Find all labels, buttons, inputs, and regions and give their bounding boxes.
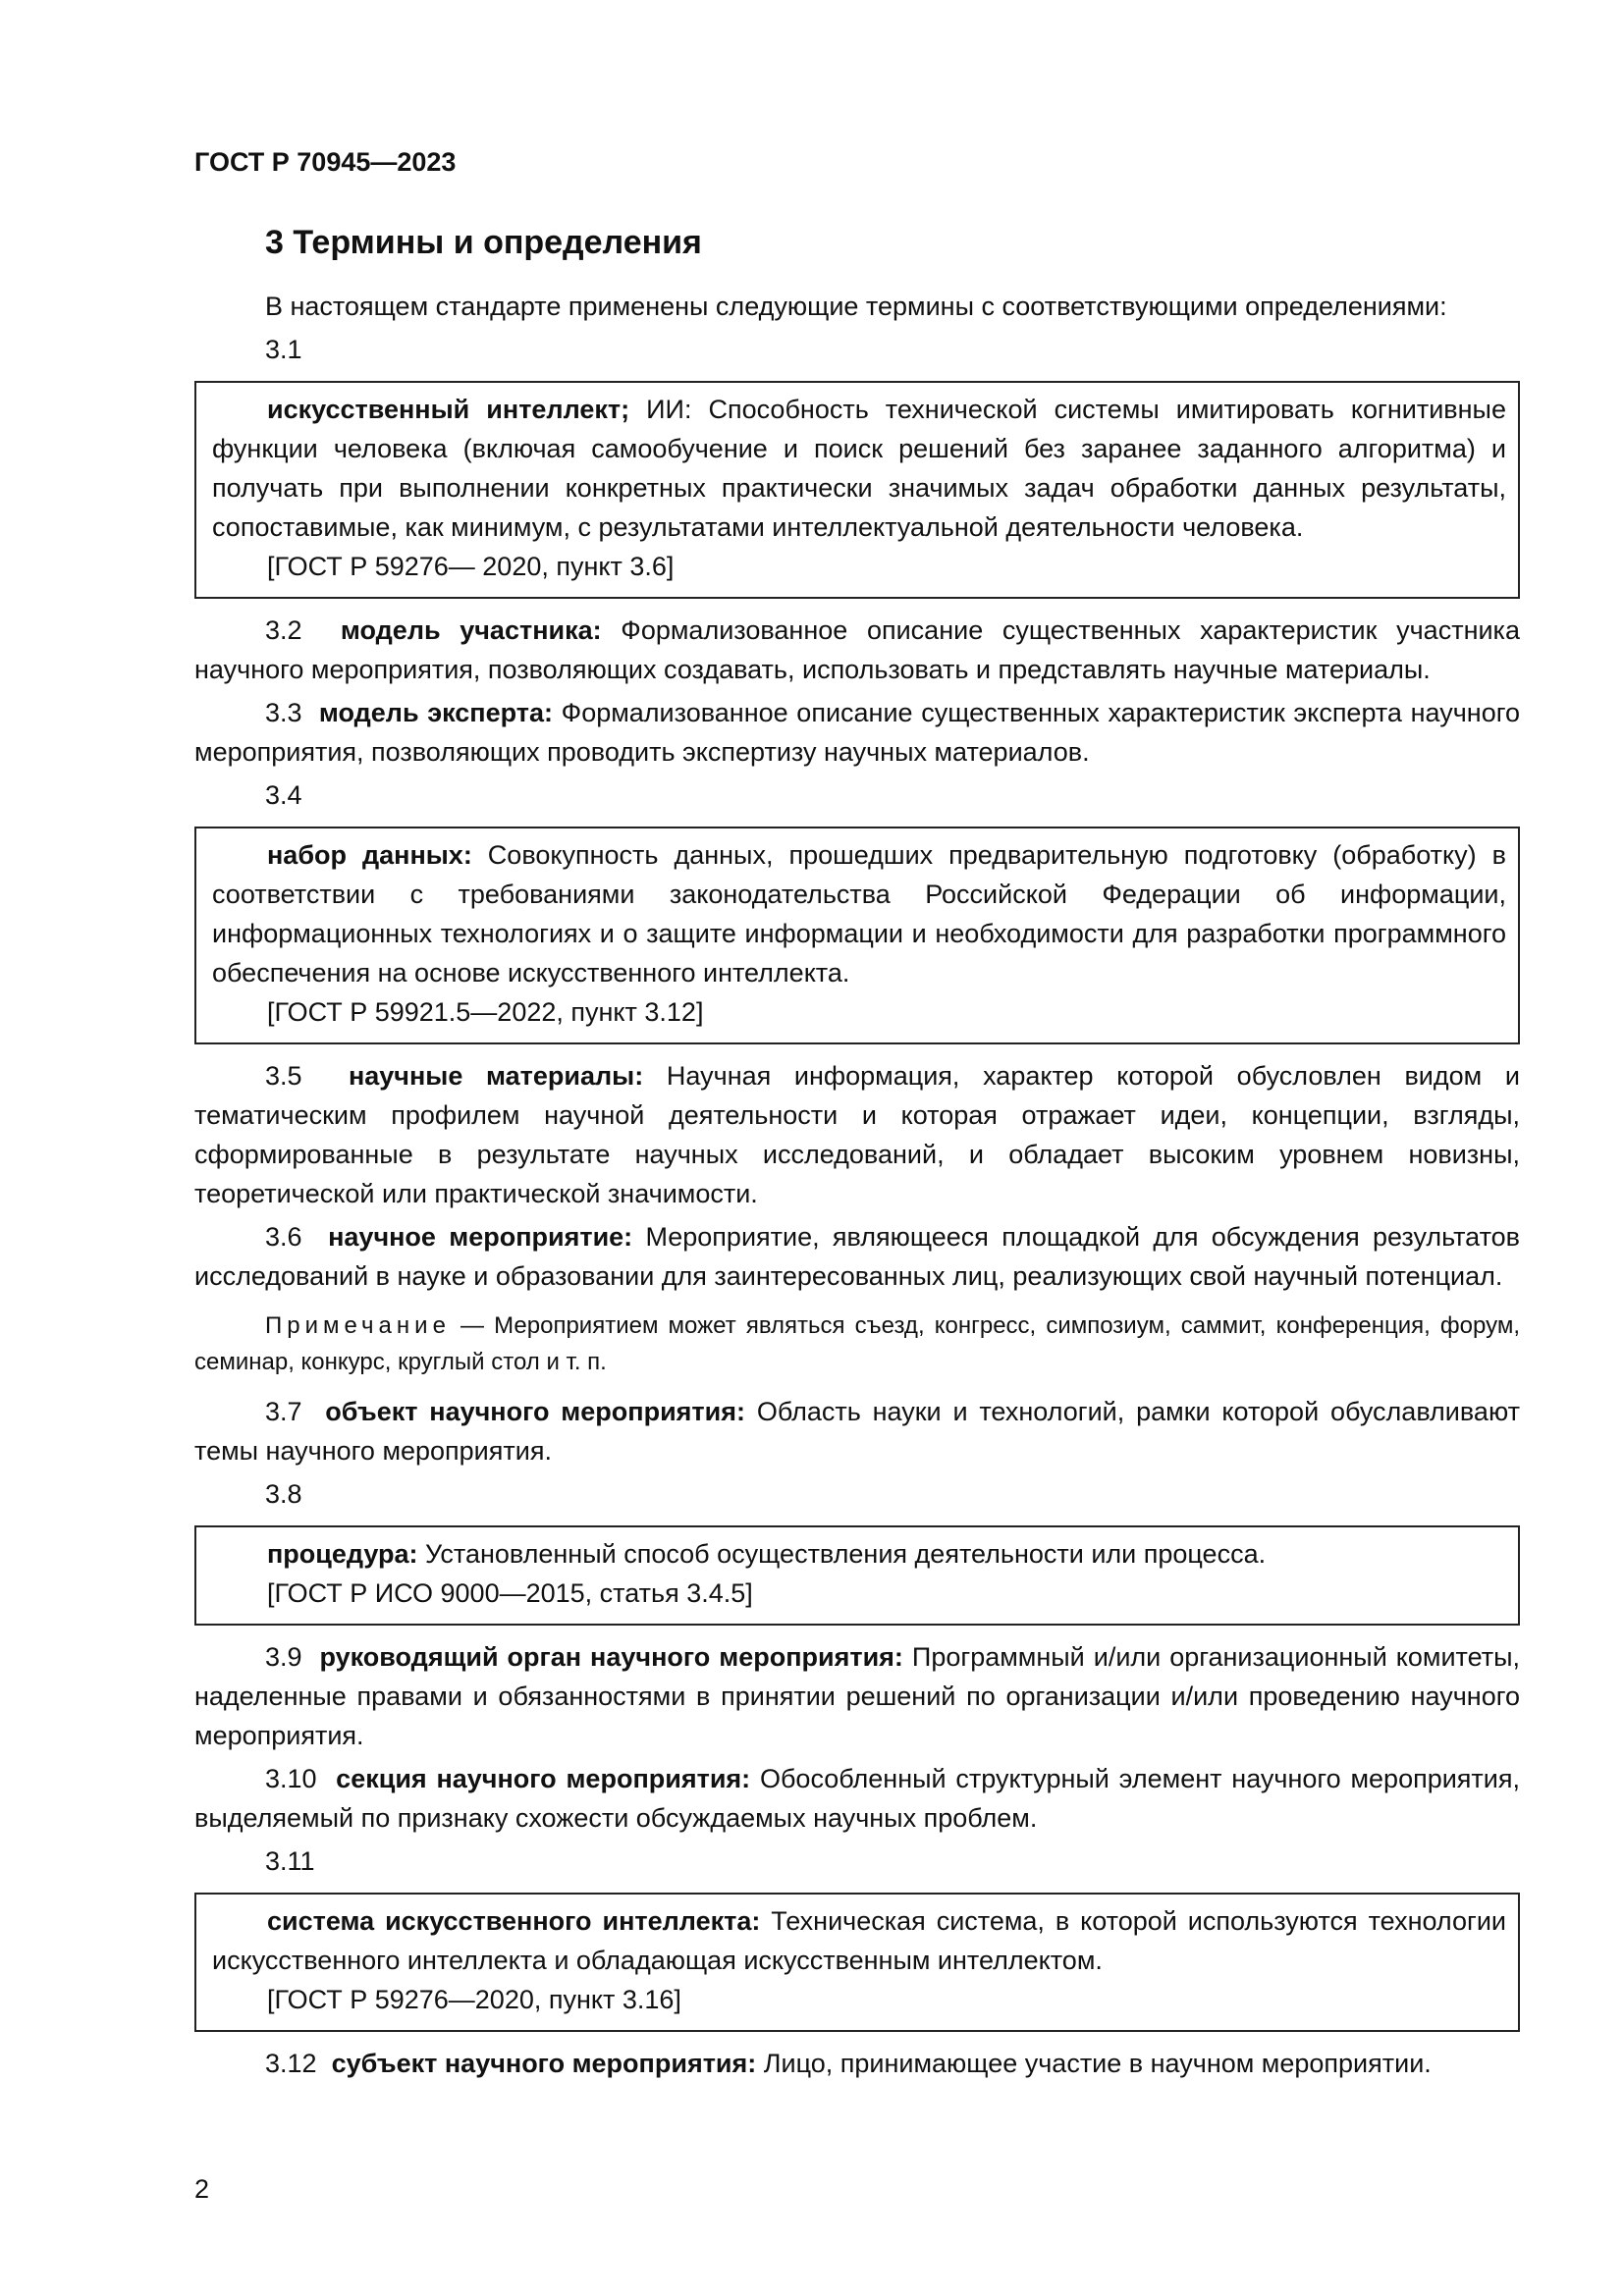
term-number: 3.8 [265, 1479, 302, 1509]
term-box [194, 1893, 1520, 2032]
term-name: модель участника: [340, 615, 602, 645]
term-definition: 3.12 субъект научного мероприятия: Лицо, принимающее участие в научном мероприятии. [265, 2049, 1432, 2078]
term-definition: 3.9 руководящий орган научного мероприятия: Программный и/или организационный комитеты, наделенные правами и обязанностями в принятии решений по организации и/или проведению научного мероприятия. [194, 1642, 1520, 1750]
term-definition: 3.2 модель участника: Формализованное описание существенных характеристик участника научного мероприятия, позволяющих создавать, использовать и представлять научные материалы. [194, 615, 1520, 684]
document-code: ГОСТ Р 70945—2023 [194, 147, 457, 177]
term-source: [ГОСТ Р 59276—2020, пункт 3.16] [267, 1985, 681, 2014]
term-number: 3.11 [265, 1846, 315, 1876]
term-definition: 3.7 объект научного мероприятия: Область науки и технологий, рамки которой обуславливают темы научного мероприятия. [194, 1397, 1520, 1466]
note-label: Примечание [265, 1312, 451, 1339]
term-definition: набор данных: Совокупность данных, прошедших предварительную подготовку (обработку) в соответствии с требованиями законодательства Российской Федерации об информации, информационных технологиях и о защите информации и необходимости для разработки программного обеспечения на основе искусственного интеллекта. [212, 840, 1506, 988]
term-box [194, 381, 1520, 599]
term-source: [ГОСТ Р ИСО 9000—2015, статья 3.4.5] [267, 1578, 753, 1608]
section-title: 3 Термины и определения [265, 224, 702, 261]
term-name: руководящий орган научного мероприятия: [319, 1642, 903, 1672]
term-definition: 3.10 секция научного мероприятия: Обособленный структурный элемент научного мероприятия, выделяемый по признаку схожести обсуждаемых научных проблем. [194, 1764, 1520, 1833]
terms-content [194, 287, 1520, 2083]
term-box [194, 1525, 1520, 1626]
term-definition: 3.3 модель эксперта: Формализованное описание существенных характеристик эксперта научного мероприятия, позволяющих проводить экспертизу научных материалов. [194, 698, 1521, 767]
term-definition: 3.6 научное мероприятие: Мероприятие, являющееся площадкой для обсуждения результатов исследований в науке и образовании для заинтересованных лиц, реализующих свой научный потенциал. [194, 1222, 1521, 1291]
term-definition: 3.5 научные материалы: Научная информация, характер которой обусловлен видом и тематическим профилем научной деятельности и которая отражает идеи, концепции, взгляды, сформированные в результате научных исследований, и обладает высоким уровнем новизны, теоретической или практической значимости. [194, 1061, 1520, 1208]
note-paragraph: Примечание — Мероприятием может являться съезд, конгресс, симпозиум, саммит, конференция, форум, семинар, конкурс, круглый стол и т. п. [194, 1312, 1520, 1375]
term-source: [ГОСТ Р 59921.5—2022, пункт 3.12] [267, 997, 704, 1027]
page-number: 2 [194, 2174, 210, 2204]
term-name: система искусственного интеллекта: [267, 1906, 761, 1936]
term-name: модель эксперта: [318, 698, 553, 727]
term-definition: искусственный интеллект; ИИ: Способность технической системы имитировать когнитивные функции человека (включая самообучение и поиск решений без заранее заданного алгоритма) и получать при выполнении конкретных практически значимых задач обработки данных результаты, сопоставимые, как минимум, с результатами интеллектуальной деятельности человека. [212, 395, 1506, 542]
term-name: объект научного мероприятия: [325, 1397, 745, 1426]
term-name: набор данных: [267, 840, 472, 870]
term-name: искусственный интеллект; [267, 395, 630, 424]
term-name: секция научного мероприятия: [336, 1764, 751, 1793]
term-name: процедура: [267, 1539, 418, 1569]
intro-paragraph: В настоящем стандарте применены следующие термины с соответствующими определениями: [265, 292, 1447, 321]
term-name: научные материалы: [348, 1061, 644, 1091]
term-number: 3.4 [265, 780, 302, 810]
term-name: научное мероприятие: [328, 1222, 633, 1252]
term-box [194, 827, 1520, 1044]
term-definition: процедура: Установленный способ осуществления деятельности или процесса. [267, 1539, 1267, 1569]
term-name: субъект научного мероприятия: [331, 2049, 757, 2078]
term-definition: система искусственного интеллекта: Техническая система, в которой используются технологии искусственного интеллекта и обладающая искусственным интеллектом. [212, 1906, 1506, 1975]
term-source: [ГОСТ Р 59276— 2020, пункт 3.6] [267, 552, 675, 581]
term-number: 3.1 [265, 335, 302, 364]
